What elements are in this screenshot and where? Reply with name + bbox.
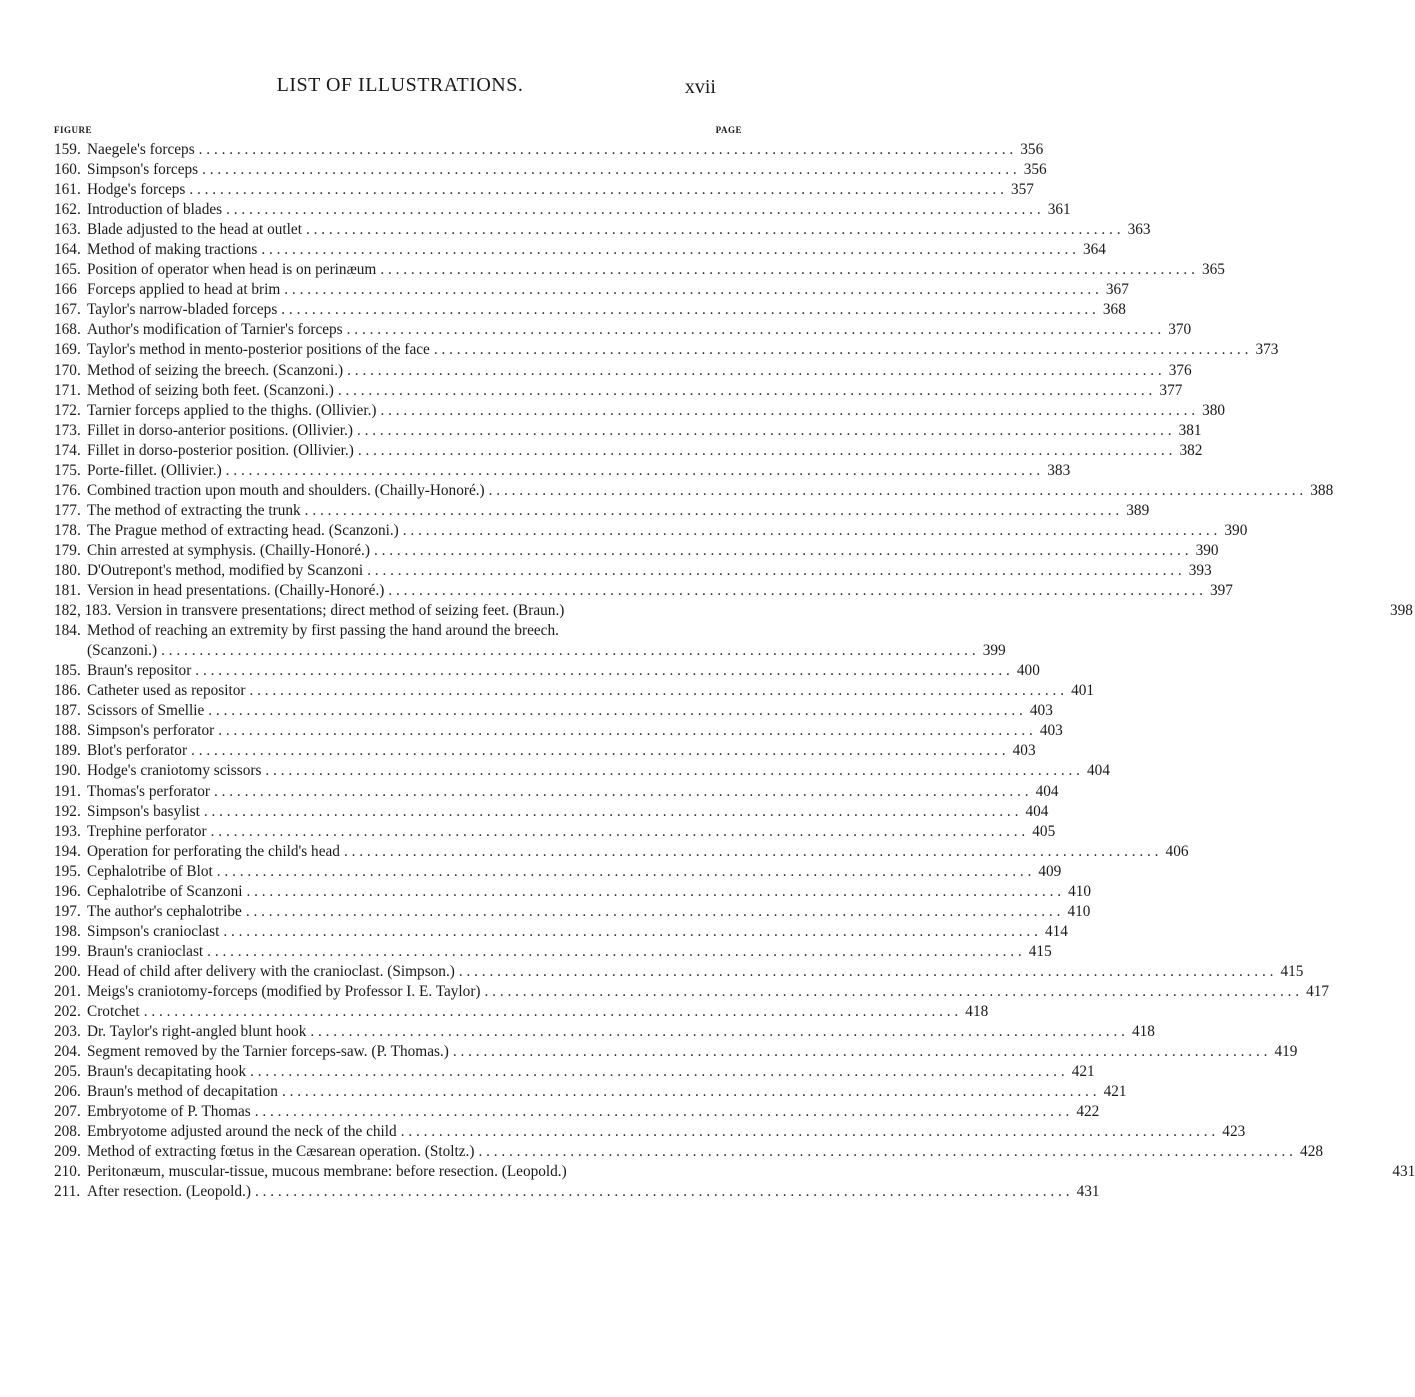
page-reference: 431 bbox=[1076, 1183, 1100, 1201]
figure-caption: Fillet in dorso-posterior position. (Ollivier.) bbox=[87, 441, 354, 459]
figure-caption: Segment removed by the Tarnier forceps-saw. (P. Thomas.) bbox=[87, 1043, 449, 1061]
dot-leader bbox=[199, 140, 1014, 160]
figure-caption: Method of seizing the breech. (Scanzoni.) bbox=[87, 361, 344, 379]
figure-number: 160. bbox=[54, 161, 81, 179]
dot-leader bbox=[434, 340, 1249, 360]
figure-caption: Thomas's perforator bbox=[87, 782, 210, 800]
figure-caption: The Prague method of extracting head. (Scanzoni.) bbox=[87, 521, 399, 539]
figure-caption: (Scanzoni.) bbox=[87, 642, 158, 660]
figure-number: 172. bbox=[54, 401, 81, 419]
figure-number: 182, 183. bbox=[54, 602, 112, 620]
list-item bbox=[54, 220, 1151, 240]
dot-leader bbox=[161, 641, 976, 661]
figure-number: 171. bbox=[54, 381, 81, 399]
dot-leader bbox=[401, 1122, 1216, 1142]
list-item bbox=[54, 521, 1248, 541]
list-item bbox=[54, 802, 1049, 822]
list-item bbox=[54, 421, 1202, 441]
figure-number: 168. bbox=[54, 321, 81, 339]
list-item bbox=[54, 1102, 1100, 1122]
list-item bbox=[54, 381, 1183, 401]
page-reference: 428 bbox=[1300, 1143, 1323, 1161]
list-item bbox=[54, 300, 1126, 320]
dot-leader bbox=[214, 782, 1029, 802]
dot-leader bbox=[489, 481, 1304, 501]
dot-leader bbox=[380, 401, 1195, 421]
figure-number: 208. bbox=[54, 1123, 81, 1141]
figure-number: 173. bbox=[54, 421, 81, 439]
list-item bbox=[54, 1062, 1095, 1082]
list-item bbox=[54, 501, 1150, 521]
figure-caption: After resection. (Leopold.) bbox=[87, 1183, 251, 1201]
page-reference: 409 bbox=[1038, 862, 1062, 880]
figure-number: 164. bbox=[54, 241, 81, 259]
figure-caption: Forceps applied to head at brim bbox=[87, 281, 281, 299]
figure-caption: Author's modification of Tarnier's forceps bbox=[87, 321, 343, 339]
figure-number: 199. bbox=[54, 942, 81, 960]
page-reference: 383 bbox=[1047, 461, 1071, 479]
figure-number: 187. bbox=[54, 702, 81, 720]
figure-number: 162. bbox=[54, 201, 81, 219]
figure-number: 165. bbox=[54, 261, 81, 279]
figure-caption: Simpson's cranioclast bbox=[87, 922, 220, 940]
page-reference: 368 bbox=[1102, 301, 1126, 319]
figure-number: 186. bbox=[54, 682, 81, 700]
list-item bbox=[54, 140, 1044, 160]
figure-number: 195. bbox=[54, 862, 81, 880]
figure-caption: Braun's cranioclast bbox=[87, 942, 204, 960]
list-item bbox=[54, 621, 742, 641]
page-reference: 417 bbox=[1306, 982, 1330, 1000]
list-item bbox=[54, 882, 1092, 902]
page-reference: 403 bbox=[1029, 702, 1053, 720]
figure-caption: Embryotome of P. Thomas bbox=[87, 1103, 251, 1121]
page-reference: 423 bbox=[1222, 1123, 1246, 1141]
dot-leader bbox=[310, 1022, 1125, 1042]
list-item bbox=[54, 361, 1192, 381]
page-reference: 363 bbox=[1127, 221, 1151, 239]
page-reference: 356 bbox=[1020, 141, 1044, 158]
figure-number: 207. bbox=[54, 1103, 81, 1121]
figure-caption: Simpson's basylist bbox=[87, 802, 200, 820]
dot-leader bbox=[367, 561, 1182, 581]
figure-caption: Naegele's forceps bbox=[87, 141, 195, 158]
dot-leader bbox=[202, 160, 1017, 180]
figure-caption: Position of operator when head is on perinæum bbox=[87, 261, 377, 279]
illustrations-list bbox=[54, 140, 1415, 1202]
list-item bbox=[54, 481, 1334, 501]
dot-leader bbox=[453, 1042, 1268, 1062]
dot-leader bbox=[208, 701, 1023, 721]
figure-caption: Method of seizing both feet. (Scanzoni.) bbox=[87, 381, 334, 399]
figure-number: 170. bbox=[54, 361, 81, 379]
page-reference: 370 bbox=[1168, 321, 1192, 339]
dot-leader bbox=[357, 421, 1172, 441]
page-reference: 364 bbox=[1082, 241, 1106, 259]
page-reference: 361 bbox=[1047, 201, 1071, 219]
figure-number: 184. bbox=[54, 622, 81, 640]
page-header bbox=[0, 74, 800, 104]
figure-number: 202. bbox=[54, 1003, 81, 1021]
list-item bbox=[54, 461, 1071, 481]
page-reference: 403 bbox=[1012, 742, 1036, 760]
figure-number: 191. bbox=[54, 782, 81, 800]
list-item bbox=[54, 160, 1047, 180]
figure-number: 210. bbox=[54, 1163, 81, 1181]
list-item bbox=[54, 782, 1059, 802]
figure-caption: Embryotome adjusted around the neck of the child bbox=[87, 1123, 397, 1141]
figure-number: 166 bbox=[54, 281, 77, 299]
page-reference: 431 bbox=[1392, 1163, 1415, 1181]
dot-leader bbox=[246, 882, 1061, 902]
dot-leader bbox=[305, 501, 1120, 521]
figure-number: 178. bbox=[54, 521, 81, 539]
dot-leader bbox=[226, 200, 1041, 220]
list-item bbox=[54, 1022, 1155, 1042]
figure-caption: Dr. Taylor's right-angled blunt hook bbox=[87, 1023, 307, 1041]
figure-number: 189. bbox=[54, 742, 81, 760]
page-reference: 357 bbox=[1010, 181, 1034, 199]
figure-number: 204. bbox=[54, 1043, 81, 1061]
dot-leader bbox=[347, 320, 1162, 340]
page-title: LIST OF ILLUSTRATIONS. bbox=[276, 74, 524, 96]
figure-caption: Hodge's forceps bbox=[87, 181, 186, 199]
page-reference: 399 bbox=[982, 642, 1006, 660]
page-reference: 422 bbox=[1076, 1103, 1100, 1121]
figure-caption: Combined traction upon mouth and shoulders. (Chailly-Honoré.) bbox=[87, 481, 485, 499]
page-reference: 393 bbox=[1188, 561, 1212, 579]
list-item bbox=[54, 1122, 1246, 1142]
figure-number: 193. bbox=[54, 822, 81, 840]
dot-leader bbox=[347, 361, 1162, 381]
figure-caption: Cephalotribe of Scanzoni bbox=[87, 882, 243, 900]
figure-number: 203. bbox=[54, 1023, 81, 1041]
list-item bbox=[54, 180, 1034, 200]
page-reference: 404 bbox=[1087, 762, 1110, 780]
dot-leader bbox=[217, 862, 1032, 882]
figure-caption: Catheter used as repositor bbox=[87, 682, 246, 700]
page-reference: 419 bbox=[1274, 1043, 1298, 1061]
page-reference: 380 bbox=[1202, 401, 1226, 419]
figure-number: 190. bbox=[54, 762, 81, 780]
figure-number: 194. bbox=[54, 842, 81, 860]
page-reference: 401 bbox=[1071, 682, 1095, 700]
dot-leader bbox=[249, 681, 1064, 701]
figure-caption: Hodge's craniotomy scissors bbox=[87, 762, 262, 780]
page-reference: 404 bbox=[1025, 802, 1049, 820]
dot-leader bbox=[223, 922, 1038, 942]
page-reference: 388 bbox=[1310, 481, 1334, 499]
figure-number: 200. bbox=[54, 962, 81, 980]
dot-leader bbox=[281, 300, 1096, 320]
figure-number: 163. bbox=[54, 221, 81, 239]
dot-leader bbox=[207, 942, 1022, 962]
dot-leader bbox=[374, 541, 1189, 561]
dot-leader bbox=[246, 902, 1061, 922]
list-item bbox=[54, 962, 1304, 982]
figure-caption: Fillet in dorso-anterior positions. (Ollivier.) bbox=[87, 421, 353, 439]
figure-number: 185. bbox=[54, 662, 81, 680]
dot-leader bbox=[211, 822, 1026, 842]
list-item bbox=[54, 942, 1052, 962]
figure-caption: Crotchet bbox=[87, 1003, 140, 1021]
figure-caption: Trephine perforator bbox=[87, 822, 207, 840]
dot-leader bbox=[282, 1082, 1097, 1102]
figure-number: 169. bbox=[54, 341, 81, 359]
figure-caption: Simpson's forceps bbox=[87, 161, 199, 179]
figure-caption: The author's cephalotribe bbox=[87, 902, 242, 920]
page-reference: 377 bbox=[1159, 381, 1183, 399]
page-reference: 373 bbox=[1255, 341, 1279, 359]
figure-number: 206. bbox=[54, 1083, 81, 1101]
list-item bbox=[54, 661, 1040, 681]
figure-caption: Version in transvere presentations; direct method of seizing feet. (Braun.) bbox=[115, 602, 565, 620]
dot-leader bbox=[261, 240, 1076, 260]
page-column-heading: PAGE bbox=[715, 125, 742, 135]
page-reference: 365 bbox=[1201, 261, 1225, 279]
figure-column-heading: FIGURE bbox=[54, 125, 93, 135]
dot-leader bbox=[250, 1062, 1065, 1082]
list-item bbox=[54, 842, 1189, 862]
page-reference: 389 bbox=[1126, 501, 1150, 519]
dot-leader bbox=[189, 180, 1004, 200]
page-reference: 414 bbox=[1044, 922, 1068, 940]
page-reference: 367 bbox=[1105, 281, 1129, 299]
figure-number: 159. bbox=[54, 141, 81, 158]
figure-caption: Scissors of Smellie bbox=[87, 702, 205, 720]
list-item bbox=[54, 280, 1129, 300]
page-reference: 376 bbox=[1168, 361, 1192, 379]
list-item bbox=[54, 200, 1071, 220]
figure-caption: Taylor's method in mento-posterior positions of the face bbox=[87, 341, 430, 359]
figure-caption: Blot's perforator bbox=[87, 742, 188, 760]
figure-caption: Operation for perforating the child's head bbox=[87, 842, 340, 860]
figure-caption: Meigs's craniotomy-forceps (modified by Professor I. E. Taylor) bbox=[87, 982, 481, 1000]
figure-caption: Head of child after delivery with the cranioclast. (Simpson.) bbox=[87, 962, 455, 980]
list-item bbox=[54, 401, 1226, 421]
list-item bbox=[54, 441, 1203, 461]
page-number: xvii bbox=[684, 76, 716, 98]
page-reference: 415 bbox=[1280, 962, 1304, 980]
figure-caption: Chin arrested at symphysis. (Chailly-Honoré.) bbox=[87, 541, 370, 559]
dot-leader bbox=[459, 962, 1274, 982]
list-item bbox=[54, 982, 1330, 1002]
dot-leader bbox=[485, 982, 1300, 1002]
list-item bbox=[54, 641, 1006, 661]
list-item bbox=[54, 581, 1233, 601]
page-reference: 415 bbox=[1028, 942, 1052, 960]
figure-number: 180. bbox=[54, 561, 81, 579]
figure-number: 161. bbox=[54, 181, 81, 199]
page-reference: 421 bbox=[1103, 1083, 1127, 1101]
list-item bbox=[54, 1082, 1127, 1102]
dot-leader bbox=[226, 461, 1041, 481]
figure-caption: Peritonæum, muscular-tissue, mucous membrane: before resection. (Leopold.) bbox=[87, 1163, 567, 1181]
page-reference: 400 bbox=[1016, 662, 1040, 680]
list-item bbox=[54, 681, 1095, 701]
list-item bbox=[54, 721, 1063, 741]
figure-caption: Braun's method of decapitation bbox=[87, 1083, 278, 1101]
page-reference: 410 bbox=[1067, 902, 1091, 920]
figure-number: 205. bbox=[54, 1063, 81, 1081]
figure-number: 188. bbox=[54, 722, 81, 740]
list-item bbox=[54, 1182, 1100, 1202]
dot-leader bbox=[403, 521, 1218, 541]
figure-caption: Method of reaching an extremity by first passing the hand around the breech. bbox=[87, 622, 559, 640]
page-reference: 406 bbox=[1165, 842, 1189, 860]
figure-number: 179. bbox=[54, 541, 81, 559]
list-item bbox=[54, 761, 1110, 781]
figure-caption: Braun's decapitating hook bbox=[87, 1063, 247, 1081]
page-reference: 356 bbox=[1023, 161, 1047, 179]
figure-caption: Method of making tractions bbox=[87, 241, 258, 259]
figure-number: 198. bbox=[54, 922, 81, 940]
page-reference: 410 bbox=[1068, 882, 1092, 900]
list-item bbox=[54, 822, 1056, 842]
page-reference: 418 bbox=[965, 1003, 989, 1021]
figure-caption: The method of extracting the trunk bbox=[87, 501, 301, 519]
list-item bbox=[54, 260, 1225, 280]
page-reference: 403 bbox=[1039, 722, 1063, 740]
list-item bbox=[54, 340, 1279, 360]
list-item bbox=[54, 1162, 1415, 1182]
dot-leader bbox=[255, 1102, 1070, 1122]
figure-caption: D'Outrepont's method, modified by Scanzoni bbox=[87, 561, 364, 579]
figure-caption: Simpson's perforator bbox=[87, 722, 215, 740]
column-headings bbox=[54, 125, 742, 139]
figure-number: 196. bbox=[54, 882, 81, 900]
page-reference: 418 bbox=[1131, 1023, 1155, 1041]
dot-leader bbox=[144, 1002, 959, 1022]
figure-caption: Method of extracting fœtus in the Cæsarean operation. (Stoltz.) bbox=[87, 1143, 475, 1161]
list-item bbox=[54, 541, 1219, 561]
figure-number: 197. bbox=[54, 902, 81, 920]
dot-leader bbox=[204, 802, 1019, 822]
dot-leader bbox=[338, 381, 1153, 401]
dot-leader bbox=[380, 260, 1195, 280]
figure-caption: Taylor's narrow-bladed forceps bbox=[87, 301, 278, 319]
list-item bbox=[54, 561, 1212, 581]
page-reference: 382 bbox=[1179, 441, 1203, 459]
list-item bbox=[54, 320, 1192, 340]
dot-leader bbox=[218, 721, 1033, 741]
figure-number: 201. bbox=[54, 982, 81, 1000]
figure-number: 192. bbox=[54, 802, 81, 820]
page-reference: 390 bbox=[1195, 541, 1219, 559]
dot-leader bbox=[284, 280, 1099, 300]
dot-leader bbox=[255, 1182, 1070, 1202]
list-item bbox=[54, 1002, 989, 1022]
figure-number: 167. bbox=[54, 301, 81, 319]
page-reference: 421 bbox=[1071, 1063, 1095, 1081]
figure-number: 181. bbox=[54, 582, 81, 600]
figure-caption: Braun's repositor bbox=[87, 662, 192, 680]
dot-leader bbox=[306, 220, 1121, 240]
figure-caption: Tarnier forceps applied to the thighs. (Ollivier.) bbox=[87, 401, 377, 419]
figure-caption: Cephalotribe of Blot bbox=[87, 862, 213, 880]
list-item bbox=[54, 701, 1053, 721]
dot-leader bbox=[358, 441, 1173, 461]
figure-number: 211. bbox=[54, 1183, 81, 1201]
page-reference: 405 bbox=[1032, 822, 1056, 840]
list-item bbox=[54, 240, 1106, 260]
page-reference: 381 bbox=[1178, 421, 1202, 439]
list-item bbox=[54, 1042, 1298, 1062]
page-reference: 390 bbox=[1224, 521, 1248, 539]
dot-leader bbox=[191, 741, 1006, 761]
page-reference: 397 bbox=[1209, 582, 1233, 600]
figure-number: 177. bbox=[54, 501, 81, 519]
list-item bbox=[54, 902, 1091, 922]
list-item bbox=[54, 741, 1036, 761]
figure-number: 209. bbox=[54, 1143, 81, 1161]
figure-number: 175. bbox=[54, 461, 81, 479]
figure-caption: Version in head presentations. (Chailly-Honoré.) bbox=[87, 582, 385, 600]
dot-leader bbox=[478, 1142, 1293, 1162]
list-item bbox=[54, 601, 1413, 621]
figure-caption: Blade adjusted to the head at outlet bbox=[87, 221, 302, 239]
dot-leader bbox=[344, 842, 1159, 862]
figure-caption: Porte-fillet. (Ollivier.) bbox=[87, 461, 222, 479]
dot-leader bbox=[195, 661, 1010, 681]
list-item bbox=[54, 922, 1068, 942]
list-item bbox=[54, 862, 1062, 882]
figure-number: 176. bbox=[54, 481, 81, 499]
page-reference: 398 bbox=[1389, 602, 1413, 620]
list-item bbox=[54, 1142, 1323, 1162]
dot-leader bbox=[265, 761, 1080, 781]
page-reference: 404 bbox=[1035, 782, 1059, 800]
dot-leader bbox=[388, 581, 1203, 601]
figure-number: 174. bbox=[54, 441, 81, 459]
figure-caption: Introduction of blades bbox=[87, 201, 223, 219]
